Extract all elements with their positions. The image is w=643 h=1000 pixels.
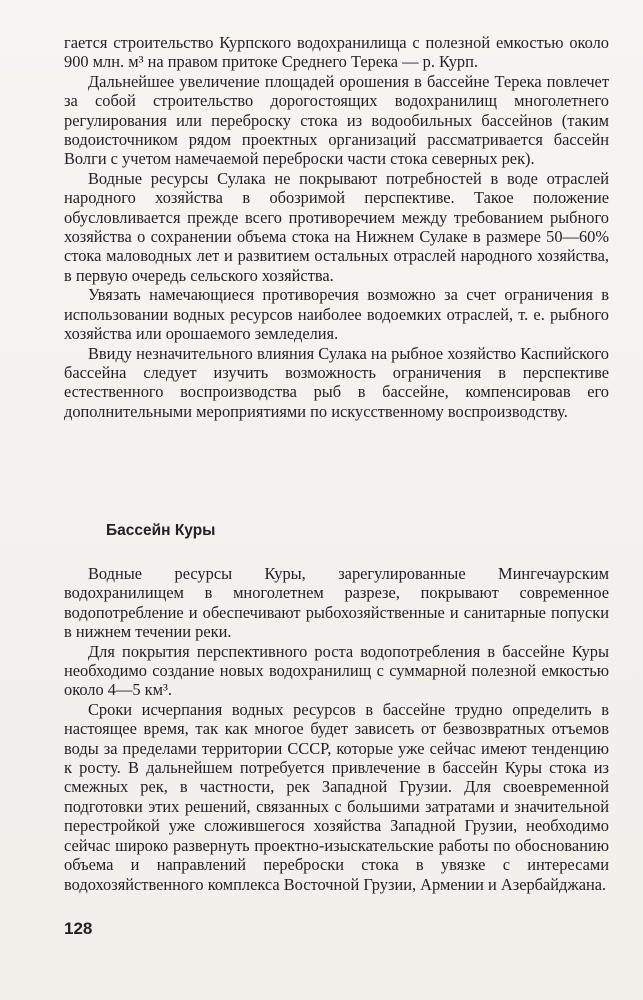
section-body-1 (64, 33, 609, 421)
paragraph: гается строительство Курпского водохранилища с полезной емкостью около 900 млн. м³ на правом притоке Среднего Терека — р. Курп. (64, 33, 609, 72)
section-heading: Бассейн Куры (106, 522, 216, 539)
page-number: 128 (64, 919, 93, 938)
section-body-2 (64, 564, 609, 894)
paragraph: Водные ресурсы Куры, зарегулированные Мингечаурским водохранилищем в многолетнем разрезе, покрывают современное водопотребление и обеспечивают рыбохозяйственные и санитарные попуски в нижнем течении реки. (64, 564, 609, 642)
paragraph: Водные ресурсы Сулака не покрывают потребностей в воде отраслей народного хозяйства в обозримой перспективе. Такое положение обусловливается прежде всего противоречием между требованием рыбного хозяйства о сохранении объема стока на Нижнем Сулаке в размере 50—60% стока маловодных лет и развитием остальных отраслей народного хозяйства, в первую очередь сельского хозяйства. (64, 168, 609, 285)
paragraph: Увязать намечающиеся противоречия возможно за счет ограничения в использовании водных ресурсов наиболее водоемких отраслей, т. е. рыбного хозяйства или орошаемого земледелия. (64, 285, 609, 344)
paragraph: Сроки исчерпания водных ресурсов в бассейне трудно определить в настоящее время, так как многое будет зависеть от безвозвратных отъемов воды за пределами территории СССР, которые уже сейчас имеют тенденцию к росту. В дальнейшем потребуется привлечение в бассейн Куры стока из смежных рек, в частности, рек Западной Грузии. Для своевременной подготовки этих решений, связанных с большими затратами и значительной перестройкой уже сложившегося хозяйства Западной Грузии, необходимо сейчас широко развернуть проектно-изыскательские работы по обоснованию объема и направлений переброски стока в увязке с интересами водохозяйственного комплекса Восточной Грузии, Армении и Азербайджана. (64, 699, 609, 894)
paragraph: Для покрытия перспективного роста водопотребления в бассейне Куры необходимо создание новых водохранилищ с суммарной полезной емкостью около 4—5 км³. (64, 641, 609, 700)
paragraph: Дальнейшее увеличение площадей орошения в бассейне Терека повлечет за собой строительство дорогостоящих водохранилищ многолетнего регулирования или переброску стока из водообильных бассейнов (таким водоисточником рядом проектных организаций рассматривается бассейн Волги с учетом намечаемой переброски части стока северных рек). (64, 71, 609, 169)
paragraph: Ввиду незначительного влияния Сулака на рыбное хозяйство Каспийского бассейна следует изучить возможность ограничения в перспективе естественного воспроизводства рыб в бассейне, компенсировав его дополнительными мероприятиями по искусственному воспроизводству. (64, 343, 609, 421)
